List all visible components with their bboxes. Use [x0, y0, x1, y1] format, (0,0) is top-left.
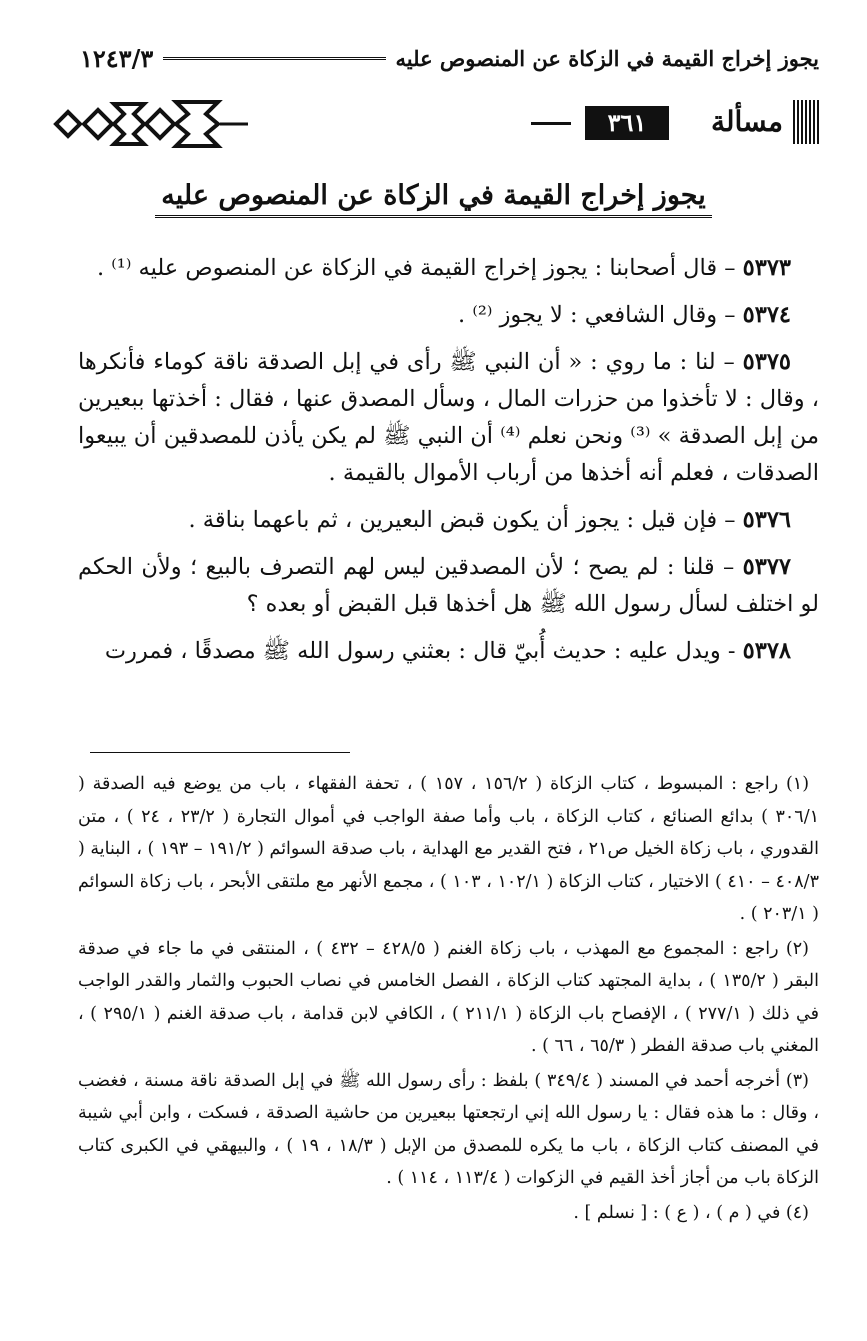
paragraph-5373 — [78, 250, 819, 287]
paragraph-text: – لنا : ما روي : « أن النبي ﷺ رأى في إبل الصدقة ناقة كوماء فأنكرها ، وقال : لا تأخذوا من حزرات المال ، وسأل المصدق عنها ، فقال : أخذتها ببعيرين من إبل الصدقة » ⁽³⁾ ونحن نعلم ⁽⁴⁾ أن النبي ﷺ لم يكن يأذن للمصدقين أن يبيعوا الصدقات ، فعلم أنه أخذها من أرباب الأموال بالقيمة . — [78, 349, 819, 486]
footnote-2: (٢) راجع : المجموع مع المهذب ، باب زكاة الغنم ( ٤٢٨/٥ – ٤٣٢ ) ، المنتقى في ما جاء في صدقة البقر ( ١٣٥/٢ ) ، بداية المجتهد كتاب الزكاة ، الفصل الخامس في نصاب الحبوب والثمار والقدر الواجب في ذلك ( ٢٧٧/١ ) ، الإفصاح باب الزكاة ( ٢١١/١ ) ، الكافي لابن قدامة ، باب صدقة الغنم ( ٢٩٥/١ ) ، المغني باب صدقة الفطر ( ٦٥/٣ ، ٦٦ ) . — [78, 938, 819, 1056]
paragraph-text: – فإن قيل : يجوز أن يكون قبض البعيرين ، ثم باعهما بناقة . — [188, 507, 743, 533]
geometric-ornament-icon — [48, 98, 298, 150]
paragraph-text: - ويدل عليه : حديث أُبيّ قال : بعثني رسول الله ﷺ مصدقًا ، فمررت — [104, 638, 743, 664]
paragraph-5376 — [78, 502, 819, 539]
running-header — [80, 38, 819, 78]
paragraph-text: – قلنا : لم يصح ؛ لأن المصدقين ليس لهم التصرف بالبيع ؛ ولأن الحكم لو اختلف لسأل رسول الله ﷺ هل أخذها قبل القبض أو بعده ؟ — [78, 554, 819, 617]
footnotes — [78, 768, 819, 1231]
section-title — [0, 180, 867, 211]
paragraph-5375 — [78, 344, 819, 492]
vertical-lines-ornament — [793, 100, 819, 144]
footnote-separator — [90, 752, 350, 753]
paragraph-number: ٥٣٧٤ — [742, 302, 791, 328]
paragraph-number: ٥٣٧٦ — [742, 507, 791, 533]
paragraph-number: ٥٣٧٣ — [742, 255, 791, 281]
running-title: يجوز إخراج القيمة في الزكاة عن المنصوص عليه — [395, 45, 819, 71]
masala-rule — [531, 122, 571, 125]
paragraph-5377 — [78, 549, 819, 623]
paragraph-text: – قال أصحابنا : يجوز إخراج القيمة في الزكاة عن المنصوص عليه ⁽¹⁾ . — [96, 255, 743, 281]
paragraph-text: – وقال الشافعي : لا يجوز ⁽²⁾ . — [458, 302, 743, 328]
masala-number-badge: ٣٦١ — [585, 106, 669, 140]
paragraph-number: ٥٣٧٨ — [742, 638, 791, 664]
paragraph-5374 — [78, 297, 819, 334]
header-double-rule — [163, 57, 385, 60]
masala-label: مسألة — [710, 105, 783, 138]
footnote-4: (٤) في ( م ) ، ( ع ) : [ نسلم ] . — [573, 1202, 809, 1223]
section-title-text: يجوز إخراج القيمة في الزكاة عن المنصوص عليه — [155, 180, 711, 218]
footnote-1: (١) راجع : المبسوط ، كتاب الزكاة ( ١٥٦/٢ ، ١٥٧ ) ، تحفة الفقهاء ، باب من يوضع فيه الصدقة ( ٣٠٦/١ ) بدائع الصنائع ، كتاب الزكاة ، باب وأما صفة الواجب في أموال التجارة ( ٢٣/٢ ، ٢٤ ) ، متن القدوري ، باب زكاة الخيل ص٢١ ، فتح القدير مع الهداية ، باب صدقة السوائم ( ١٩١/٢ – ١٩٣ ) ، البناية ( ٤٠٨/٣ – ٤١٠ ) الاختيار ، كتاب الزكاة ( ١٠٢/١ ، ١٠٣ ) ، مجمع الأنهر مع ملتقى الأبحر ، باب زكاة السوائم ( ٢٠٣/١ ) . — [78, 774, 819, 924]
paragraph-number: ٥٣٧٥ — [742, 349, 791, 375]
masala-band — [48, 98, 819, 150]
body-text — [78, 250, 819, 680]
paragraph-5378 — [78, 633, 819, 670]
page-number: ١٢٤٣/٣ — [80, 43, 154, 73]
paragraph-number: ٥٣٧٧ — [742, 554, 791, 580]
footnote-3: (٣) أخرجه أحمد في المسند ( ٣٤٩/٤ ) بلفظ : رأى رسول الله ﷺ في إبل الصدقة ناقة مسنة ، فغضب ، وقال : ما هذه فقال : يا رسول الله إني ارتجعتها ببعيرين من حاشية الصدقة ، فسكت ، وابن أبي شيبة في المصنف كتاب الزكاة ، باب ما يكره للمصدق من الإبل ( ١٨/٣ ، ١٩ ) ، والبيهقي في الكبرى كتاب الزكاة باب من أجاز أخذ القيم في الزكوات ( ١١٣/٤ ، ١١٤ ) . — [78, 1070, 819, 1188]
